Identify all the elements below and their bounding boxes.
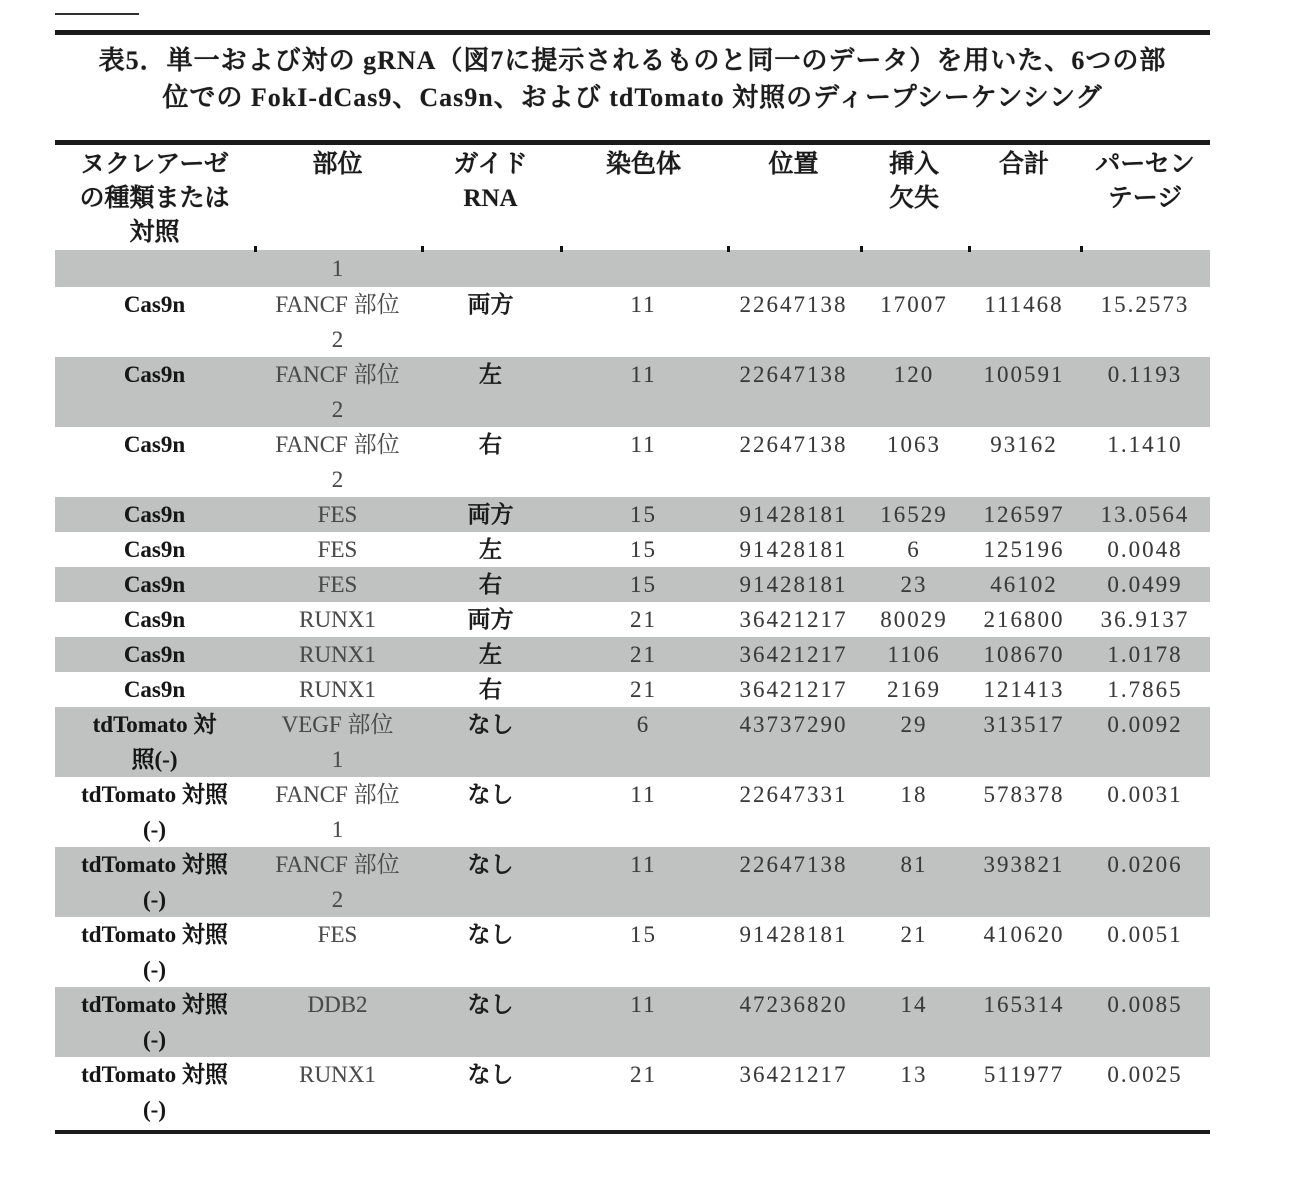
column-header-guide-rna: ガイド RNA <box>453 151 528 212</box>
table-cell: 216800 <box>983 607 1065 632</box>
table-cell: 313517 <box>983 712 1065 737</box>
column-header-indels: 挿入 欠失 <box>888 151 939 212</box>
table-cell: Cas9n <box>123 292 186 317</box>
table-row <box>55 497 1210 532</box>
table-cell: 36421217 <box>739 642 848 667</box>
table-cell: RUNX1 <box>299 677 376 702</box>
table-cell: tdTomato 対照 (-) <box>81 1062 228 1122</box>
table-row <box>55 357 1210 427</box>
table-cell: 91428181 <box>739 537 848 562</box>
table-cell: 22647138 <box>739 852 848 877</box>
table-cell: 91428181 <box>739 922 848 947</box>
table-cell: 47236820 <box>739 992 848 1017</box>
table-cell: 21 <box>630 1062 657 1087</box>
column-divider-tick <box>968 246 971 252</box>
table-cell: 両方 <box>467 607 514 632</box>
table-cell <box>421 250 560 287</box>
table-cell: 80029 <box>880 607 948 632</box>
table-cell: 126597 <box>983 502 1065 527</box>
table-cell: 右 <box>479 677 502 702</box>
table-cell: RUNX1 <box>299 1062 376 1087</box>
table-cell: 29 <box>900 712 928 737</box>
table-row <box>55 777 1210 847</box>
table-cell: 14 <box>900 992 928 1017</box>
table-cell: 46102 <box>990 572 1058 597</box>
table-cell: 右 <box>479 572 502 597</box>
column-divider-tick <box>560 246 563 252</box>
table-cell: 11 <box>630 852 657 877</box>
table-cell: なし <box>467 782 514 807</box>
table-cell: 15 <box>630 537 657 562</box>
table-cell <box>1080 250 1210 287</box>
table-cell: 43737290 <box>739 712 848 737</box>
table-cell: 0.0048 <box>1107 537 1183 562</box>
table-cell: 15 <box>630 922 657 947</box>
table-row <box>55 567 1210 602</box>
table-title <box>55 35 1210 140</box>
table-cell: 1.7865 <box>1107 677 1183 702</box>
table-cell: FANCF 部位 2 <box>275 852 400 912</box>
table-cell: 15.2573 <box>1100 292 1190 317</box>
table-cell: 120 <box>893 362 935 387</box>
table-cell: 91428181 <box>739 502 848 527</box>
table-cell: 15 <box>630 572 657 597</box>
table-cell: 93162 <box>990 432 1058 457</box>
table-cell: 18 <box>900 782 928 807</box>
table-cell: 17007 <box>880 292 948 317</box>
column-divider-tick <box>727 246 730 252</box>
table-row <box>55 637 1210 672</box>
table-cell: FANCF 部位 2 <box>275 432 400 492</box>
table-row <box>55 1057 1210 1127</box>
table-cell: Cas9n <box>123 607 186 632</box>
table-cell: Cas9n <box>123 432 186 457</box>
table-cell: Cas9n <box>123 642 186 667</box>
table-cell: 81 <box>900 852 928 877</box>
column-divider-tick <box>860 246 863 252</box>
table-cell: 393821 <box>983 852 1065 877</box>
table-cell <box>727 250 860 287</box>
table-cell: 125196 <box>983 537 1065 562</box>
column-divider-tick <box>1080 246 1083 252</box>
table-cell: 23 <box>900 572 928 597</box>
table-row <box>55 532 1210 567</box>
table-cell: 11 <box>630 362 657 387</box>
table-cell: tdTomato 対照 (-) <box>81 852 228 912</box>
table-cell: 100591 <box>983 362 1065 387</box>
table-cell: 0.0206 <box>1107 852 1183 877</box>
column-header-nuclease: ヌクレアーゼ の種類または 対照 <box>79 151 230 246</box>
table-cell: 121413 <box>983 677 1065 702</box>
table-cell: なし <box>467 992 514 1017</box>
table-cell: DDB2 <box>307 992 368 1017</box>
table-cell <box>860 250 968 287</box>
table-cell: 22647138 <box>739 362 848 387</box>
bottom-rule <box>55 1130 1210 1134</box>
table-cell: tdTomato 対照 (-) <box>81 992 228 1052</box>
table-cell: 1 <box>331 256 344 281</box>
table-cell: FANCF 部位 1 <box>275 782 400 842</box>
table-cell: 0.0092 <box>1107 712 1183 737</box>
table-cell <box>55 250 254 287</box>
table-cell: 511977 <box>983 1062 1065 1087</box>
table-cell: Cas9n <box>123 677 186 702</box>
table-row <box>55 847 1210 917</box>
table-cell: 1063 <box>887 432 941 457</box>
table-cell: 0.0025 <box>1107 1062 1183 1087</box>
table-cell: 111468 <box>984 292 1064 317</box>
table-cell: tdTomato 対照 (-) <box>81 782 228 842</box>
table-cell: Cas9n <box>123 502 186 527</box>
table-cell: 0.0051 <box>1107 922 1183 947</box>
table-cell: 11 <box>630 292 657 317</box>
table-cell: 165314 <box>983 992 1065 1017</box>
table-cell: 両方 <box>467 502 514 527</box>
table-cell: 6 <box>636 712 651 737</box>
table-cell: Cas9n <box>123 537 186 562</box>
table-cell: 22647331 <box>739 782 848 807</box>
column-header-total: 合計 <box>998 151 1049 178</box>
table-row <box>55 707 1210 777</box>
table-cell: 1.0178 <box>1107 642 1183 667</box>
table-cell: なし <box>467 922 514 947</box>
table-cell: tdTomato 対 照(-) <box>92 712 217 772</box>
table-cell: 11 <box>630 782 657 807</box>
table-cell: 36421217 <box>739 677 848 702</box>
scan-artifact-line <box>55 13 139 15</box>
table-cell: 0.1193 <box>1107 362 1183 387</box>
table-cell: 21 <box>630 642 657 667</box>
table-cell: 13 <box>900 1062 928 1087</box>
table-cell: 1106 <box>887 642 941 667</box>
table-cell: 21 <box>900 922 928 947</box>
table-cell: RUNX1 <box>299 642 376 667</box>
table-cell: FANCF 部位 2 <box>275 362 400 422</box>
table-cell: 91428181 <box>739 572 848 597</box>
column-divider-tick <box>254 246 257 252</box>
table-cell: FES <box>317 537 358 562</box>
table-cell: 0.0085 <box>1107 992 1183 1017</box>
table-row <box>55 427 1210 497</box>
table-row <box>55 672 1210 707</box>
table-cell: 15 <box>630 502 657 527</box>
table-title-line1: 表5．単一および対の gRNA（図7に提示されるものと同一のデータ）を用いた、6つの部 <box>98 46 1167 75</box>
table-cell: 13.0564 <box>1100 502 1190 527</box>
table-cell: 11 <box>630 432 657 457</box>
table-cell: 36421217 <box>739 607 848 632</box>
table-cell: FES <box>317 502 358 527</box>
column-header-site: 部位 <box>312 151 363 178</box>
table-cell: 2169 <box>887 677 941 702</box>
table-cell: 36421217 <box>739 1062 848 1087</box>
table-cell: 6 <box>907 537 921 562</box>
table-cell <box>968 250 1080 287</box>
table-cell: なし <box>467 1062 514 1087</box>
table-cell: 16529 <box>880 502 948 527</box>
header-row <box>55 145 1210 250</box>
table-cell: 左 <box>479 537 502 562</box>
table-row <box>55 602 1210 637</box>
table-cell: 36.9137 <box>1100 607 1190 632</box>
table-cell: 両方 <box>467 292 514 317</box>
table-cell: VEGF 部位 1 <box>281 712 394 772</box>
table-row <box>55 287 1210 357</box>
table-cell: 左 <box>479 362 502 387</box>
column-header-chromosome: 染色体 <box>605 151 681 178</box>
table-cell: 右 <box>479 432 502 457</box>
table-cell: 0.0499 <box>1107 572 1183 597</box>
table-cell: 108670 <box>983 642 1065 667</box>
table-cell: 11 <box>630 992 657 1017</box>
table-cell: 578378 <box>983 782 1065 807</box>
table-document <box>55 30 1210 1134</box>
table-cell: 0.0031 <box>1107 782 1183 807</box>
table-area <box>55 145 1210 1127</box>
table-row <box>55 250 1210 287</box>
table-cell: なし <box>467 852 514 877</box>
deep-sequencing-table <box>55 145 1210 1127</box>
table-cell: Cas9n <box>123 362 186 387</box>
table-cell: 22647138 <box>739 292 848 317</box>
column-header-position: 位置 <box>768 151 819 178</box>
table-cell: FES <box>317 922 358 947</box>
table-cell: 21 <box>630 607 657 632</box>
table-title-line2: 位での FokI-dCas9、Cas9n、および tdTomato 対照のディープシーケンシング <box>162 83 1103 112</box>
table-cell: 左 <box>479 642 502 667</box>
column-divider-tick <box>421 246 424 252</box>
table-cell: tdTomato 対照 (-) <box>81 922 228 982</box>
table-cell: FANCF 部位 2 <box>275 292 400 352</box>
table-cell: 22647138 <box>739 432 848 457</box>
table-cell: 1.1410 <box>1107 432 1183 457</box>
table-cell: RUNX1 <box>299 607 376 632</box>
table-cell: 410620 <box>983 922 1065 947</box>
table-cell: 21 <box>630 677 657 702</box>
table-row <box>55 987 1210 1057</box>
table-cell <box>560 250 727 287</box>
table-cell: なし <box>467 712 514 737</box>
column-header-percentage: パーセン テージ <box>1095 151 1195 212</box>
table-cell: Cas9n <box>123 572 186 597</box>
table-row <box>55 917 1210 987</box>
table-cell: FES <box>317 572 358 597</box>
